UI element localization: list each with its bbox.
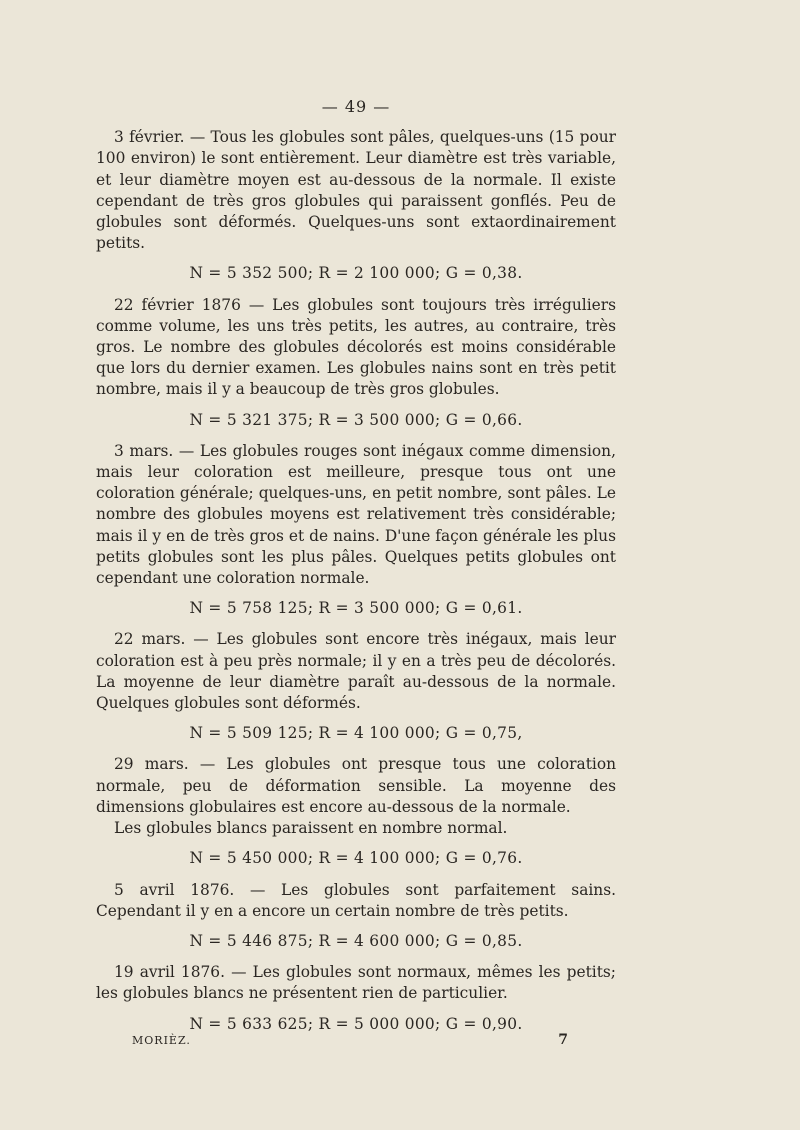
blood-count-formula: N = 5 758 125; R = 3 500 000; G = 0,61. — [189, 599, 523, 618]
blood-count-formula: N = 5 450 000; R = 4 100 000; G = 0,76. — [189, 849, 523, 868]
blood-count-formula: N = 5 321 375; R = 3 500 000; G = 0,66. — [189, 410, 523, 429]
entry-paragraph: 19 avril 1876. — Les globules sont normaux, mêmes les petits; les globules blancs ne présentent rien de particulier. — [96, 963, 616, 1003]
blood-count-formula: N = 5 446 875; R = 4 600 000; G = 0,85. — [189, 931, 523, 950]
blood-count-formula: N = 5 633 625; R = 5 000 000; G = 0,90. — [189, 1014, 523, 1033]
entry-paragraph: 29 mars. — Les globules ont presque tous une coloration normale, peu de déformation sensible. La moyenne des dimensions globulaires est encore au-dessous de la normale. — [96, 755, 616, 816]
page-number: — 49 — — [321, 97, 391, 116]
blood-count-formula: N = 5 352 500; R = 2 100 000; G = 0,38. — [189, 264, 523, 283]
entry-paragraph: 22 février 1876 — Les globules sont toujours très irréguliers comme volume, les uns très petits, les autres, au contraire, très gros. Le nombre des globules décolorés est moins considérable que lors du dernier examen. Les globules nains sont en très petit nombre, mais il y a beaucoup de très gros globules. — [96, 295, 616, 399]
entry-paragraph: 22 mars. — Les globules sont encore très inégaux, mais leur coloration est à peu près normale; il y en a très peu de décolorés. La moyenne de leur diamètre paraît au-dessous de la normale. Quelques globules sont déformés. — [96, 630, 616, 713]
entry-paragraph: 3 février. — Tous les globules sont pâles, quelques-uns (15 pour 100 environ) le sont entièrement. Leur diamètre est très variable, et leur diamètre moyen est au-dessous de la normale. Il existe cependant de très gros globules qui paraissent gonflés. Peu de globules sont déformés. Quelques-uns sont extaordinairement petits. — [96, 128, 616, 253]
signature-mark: 7 — [558, 1032, 568, 1048]
blood-count-formula: N = 5 509 125; R = 4 100 000; G = 0,75, — [189, 724, 523, 743]
entry-paragraph: 3 mars. — Les globules rouges sont inégaux comme dimension, mais leur coloration est meilleure, presque tous ont une coloration générale; quelques-uns, en petit nombre, sont pâles. Le nombre des globules moyens est relativement très considérable; mais il y en de très gros et de nains. D'une façon générale les plus petits globules sont les plus pâles. Quelques petits globules ont cependant une coloration normale. — [96, 441, 616, 588]
page-footer — [132, 1032, 568, 1048]
entry-paragraph: 5 avril 1876. — Les globules sont parfaitement sains. Cependant il y en a encore un certain nombre de très petits. — [96, 880, 616, 920]
author-running-name: MORIÈZ. — [132, 1034, 191, 1047]
entry-paragraph-continued: Les globules blancs paraissent en nombre normal. — [114, 819, 508, 838]
page-body — [96, 96, 616, 1045]
